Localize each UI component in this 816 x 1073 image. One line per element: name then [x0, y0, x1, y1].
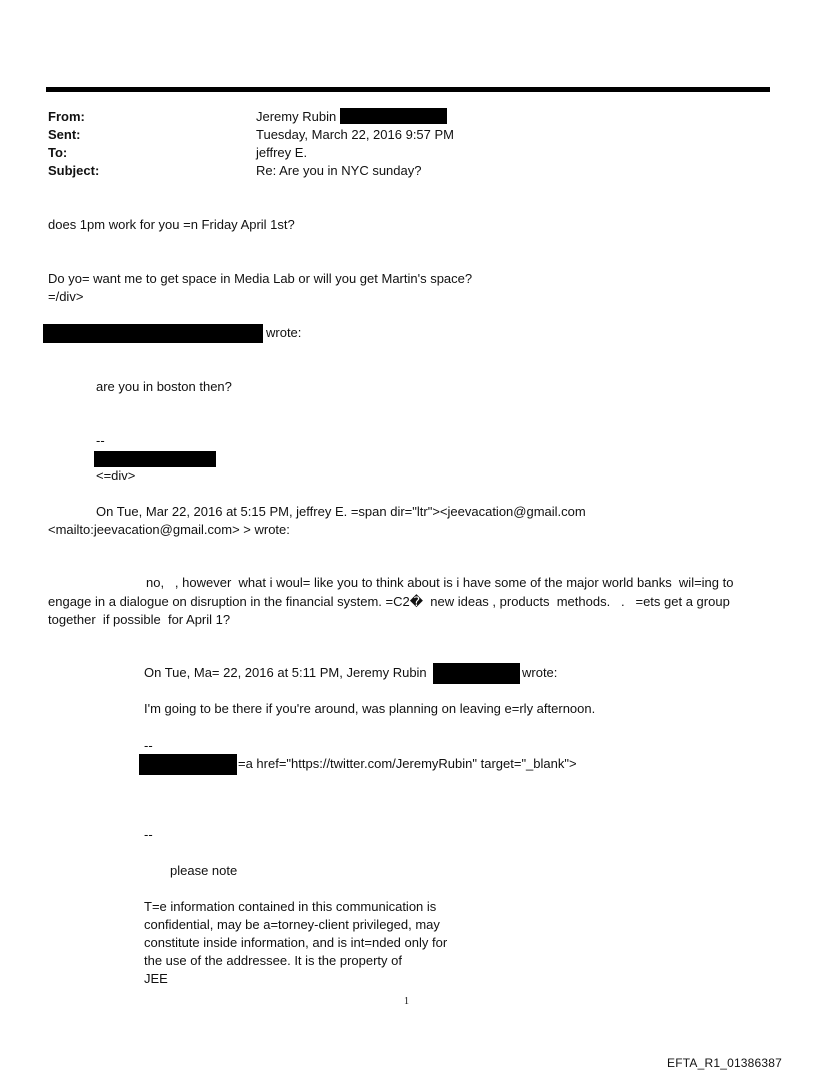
disclaimer-line: JEE	[144, 971, 168, 986]
signature-dash: --	[144, 738, 153, 753]
disclaimer-heading: please note	[170, 863, 238, 878]
page-number: 1	[404, 996, 409, 1007]
sent-value: Tuesday, March 22, 2016 9:57 PM	[256, 127, 454, 142]
redaction-block	[340, 108, 447, 124]
signature-dash: --	[96, 433, 105, 448]
body-line: are you in boston then?	[96, 379, 232, 394]
body-line: Do yo= want me to get space in Media Lab or will you get Martin's space?	[48, 271, 473, 286]
body-line: wrote:	[266, 325, 302, 340]
quote-header: wrote:	[522, 665, 558, 680]
disclaimer-line: confidential, may be a=torney-client privileged, may	[144, 917, 440, 932]
disclaimer-line: T=e information contained in this communication is	[144, 899, 437, 914]
redaction-block	[139, 754, 237, 775]
quote-header: <mailto:jeevacation@gmail.com> > wrote:	[48, 522, 290, 537]
from-label: From:	[48, 109, 85, 124]
body-line: together if possible for April 1?	[48, 612, 231, 627]
body-line: no, , however what i woul= like you to think about is i have some of the major world banks wil=ing to	[146, 575, 734, 590]
redaction-block	[94, 451, 216, 467]
subject-label: Subject:	[48, 163, 100, 178]
redaction-block	[433, 663, 520, 684]
redaction-block	[43, 324, 263, 343]
quote-header: On Tue, Ma= 22, 2016 at 5:11 PM, Jeremy Rubin	[144, 665, 427, 680]
from-value: Jeremy Rubin	[256, 109, 337, 124]
body-line: =a href="https://twitter.com/JeremyRubin" target="_blank">	[238, 756, 577, 771]
sent-label: Sent:	[48, 127, 81, 142]
quote-header: On Tue, Mar 22, 2016 at 5:15 PM, jeffrey E. =span dir="ltr"><jeevacation@gmail.com	[96, 504, 586, 519]
body-line: does 1pm work for you =n Friday April 1st?	[48, 217, 295, 232]
body-line: engage in a dialogue on disruption in the financial system. =C2� new ideas , products methods. . =ets get a group	[48, 594, 730, 609]
signature-dash: --	[144, 827, 153, 842]
to-label: To:	[48, 145, 68, 160]
body-line: I'm going to be there if you're around, was planning on leaving e=rly afternoon.	[144, 701, 596, 716]
body-line: <=div>	[96, 468, 136, 483]
header-rule	[46, 87, 770, 92]
bates-number: EFTA_R1_01386387	[667, 1056, 783, 1070]
disclaimer-line: constitute inside information, and is int=nded only for	[144, 935, 448, 950]
subject-value: Re: Are you in NYC sunday?	[256, 163, 422, 178]
body-line: =/div>	[48, 289, 84, 304]
to-value: jeffrey E.	[256, 145, 308, 160]
disclaimer-line: the use of the addressee. It is the property of	[144, 953, 402, 968]
